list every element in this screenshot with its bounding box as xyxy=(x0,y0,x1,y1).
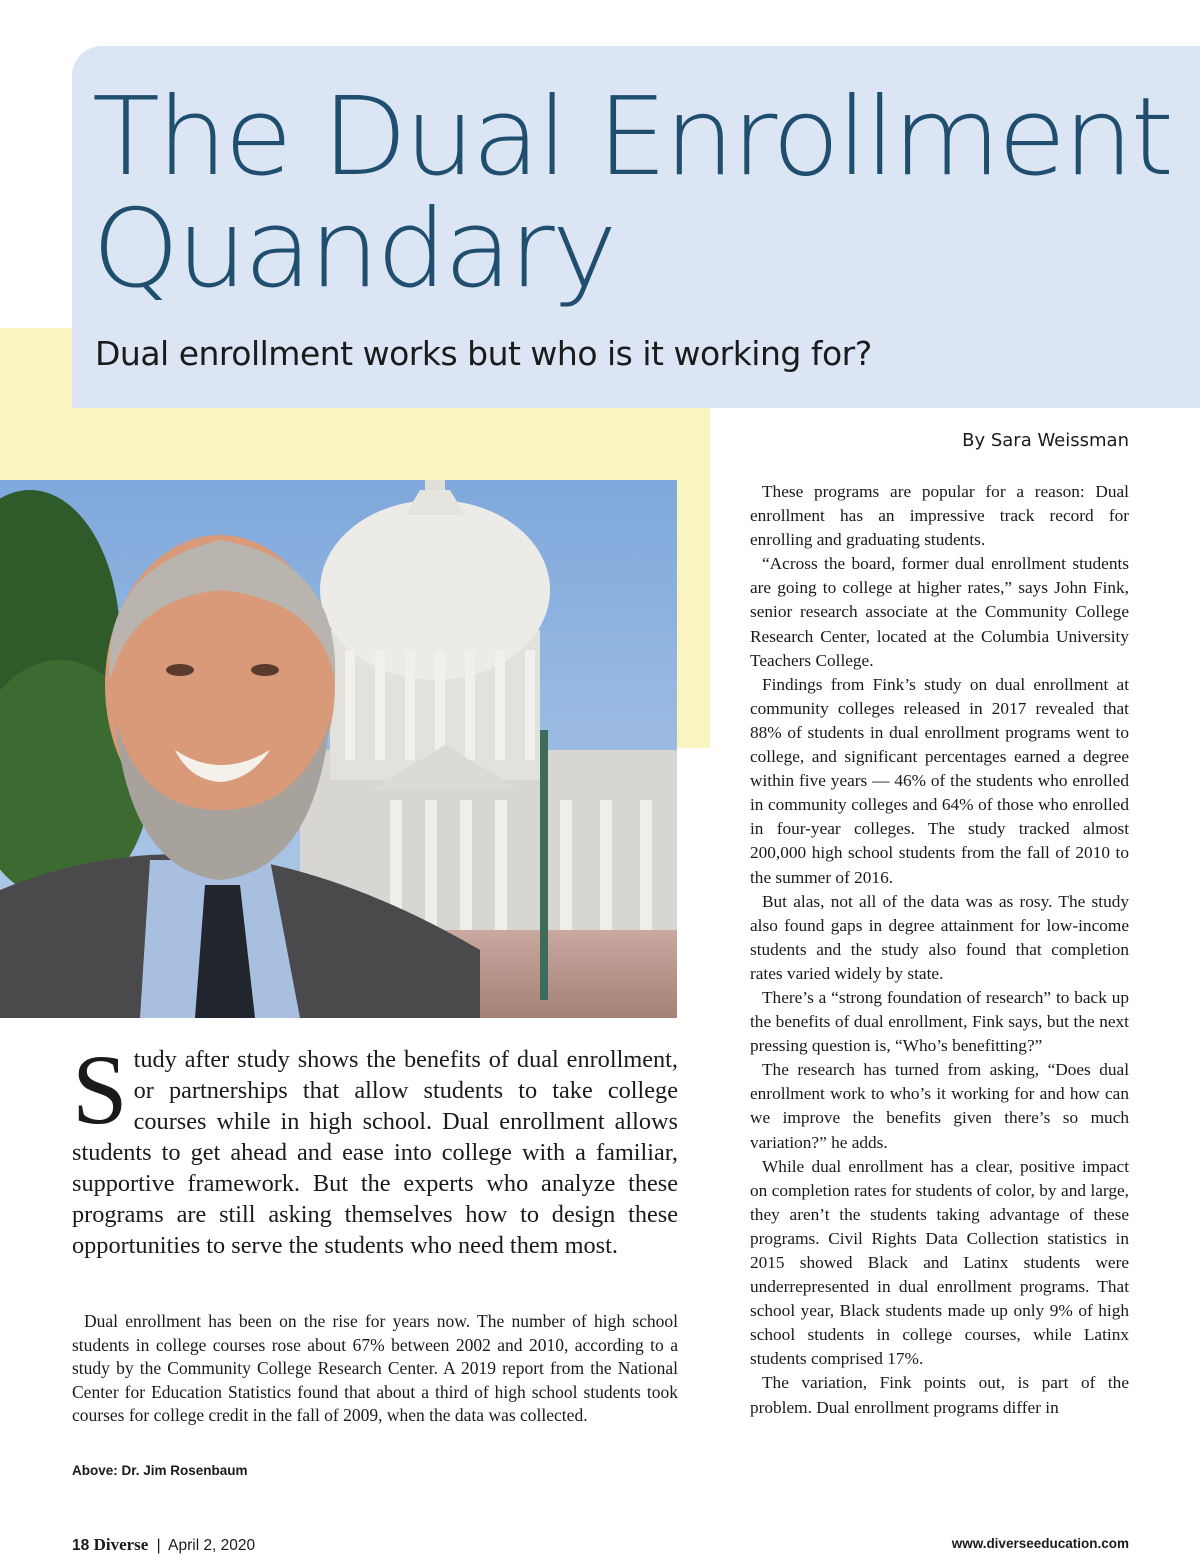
article-photo xyxy=(0,480,677,1018)
photo-caption: Above: Dr. Jim Rosenbaum xyxy=(72,1463,248,1478)
intro-paragraph xyxy=(72,1034,678,1261)
body-paragraph: Findings from Fink’s study on dual enrollment at community colleges released in 2017 revealed that 88% of students in dual enrollment programs went to college, and significant percentages earned a degree within five years — 46% of the students who enrolled in community colleges and 64% of those who enrolled in four-year colleges. The study tracked almost 200,000 high school students from the fall of 2010 to the summer of 2016. xyxy=(750,674,1129,887)
left-column-body xyxy=(72,1310,678,1428)
page-footer-left xyxy=(72,1535,255,1555)
body-paragraph: Dual enrollment has been on the rise for years now. The number of high school students in college courses rose about 67% between 2002 and 2010, according to a study by the Community College Research Center. A 2019 report from the National Center for Education Statistics found that about a third of high school students took courses for college credit in the fall of 2009, when the data was collected. xyxy=(72,1311,678,1425)
body-paragraph: While dual enrollment has a clear, positive impact on completion rates for students of color, by and large, they aren’t the students taking advantage of these programs. Civil Rights Data Collection statistics in 2015 showed Black and Latinx students were underrepresented in dual enrollment programs. That school year, Black students made up only 9% of high school students in college courses, while Latinx students comprised 17%. xyxy=(750,1156,1129,1369)
magazine-name: Diverse xyxy=(93,1535,149,1554)
capitol-portrait-image xyxy=(0,480,677,1018)
article-title xyxy=(92,75,1200,312)
body-paragraph: These programs are popular for a reason: Dual enrollment has an impressive track record for enrolling and graduating students. xyxy=(750,482,1129,550)
right-column-body xyxy=(750,480,1129,1420)
body-paragraph: There’s a “strong foundation of research” to back up the benefits of dual enrollment, Fink says, but the next pressing question is, “Who’s benefitting?” xyxy=(750,987,1129,1056)
intro-text: tudy after study shows the benefits of dual enrollment, or partnerships that allow students to take college courses while in high school. Dual enrollment allows students to get ahead and ease into college with a familiar, supportive framework. But the experts who analyze these programs are still asking themselves how to design these opportunities to serve the students who need them most. xyxy=(72,1046,678,1259)
body-paragraph: But alas, not all of the data was as rosy. The study also found gaps in degree attainment for low-income students and the study also found that completion rates varied widely by state. xyxy=(750,891,1129,983)
issue-date: April 2, 2020 xyxy=(168,1537,256,1554)
drop-cap: S xyxy=(72,1034,128,1145)
title-line-1: The Dual Enrollment xyxy=(92,75,1172,200)
article-subtitle: Dual enrollment works but who is it working for? xyxy=(95,334,872,373)
footer-separator: | xyxy=(156,1537,161,1554)
body-paragraph: The research has turned from asking, “Does dual enrollment work to who’s it working for and how can we improve the benefits given there’s so much variation?” he adds. xyxy=(750,1060,1129,1152)
byline: By Sara Weissman xyxy=(962,430,1129,451)
page-number: 18 xyxy=(72,1537,90,1554)
website-link[interactable]: www.diverseeducation.com xyxy=(951,1536,1129,1551)
body-paragraph: “Across the board, former dual enrollment students are going to college at higher rates,” says John Fink, senior research associate at the Community College Research Center, located at the Columbia University Teachers College. xyxy=(750,554,1129,670)
title-line-2: Quandary xyxy=(92,187,615,312)
body-paragraph: The variation, Fink points out, is part of the problem. Dual enrollment programs differ in xyxy=(750,1373,1129,1417)
